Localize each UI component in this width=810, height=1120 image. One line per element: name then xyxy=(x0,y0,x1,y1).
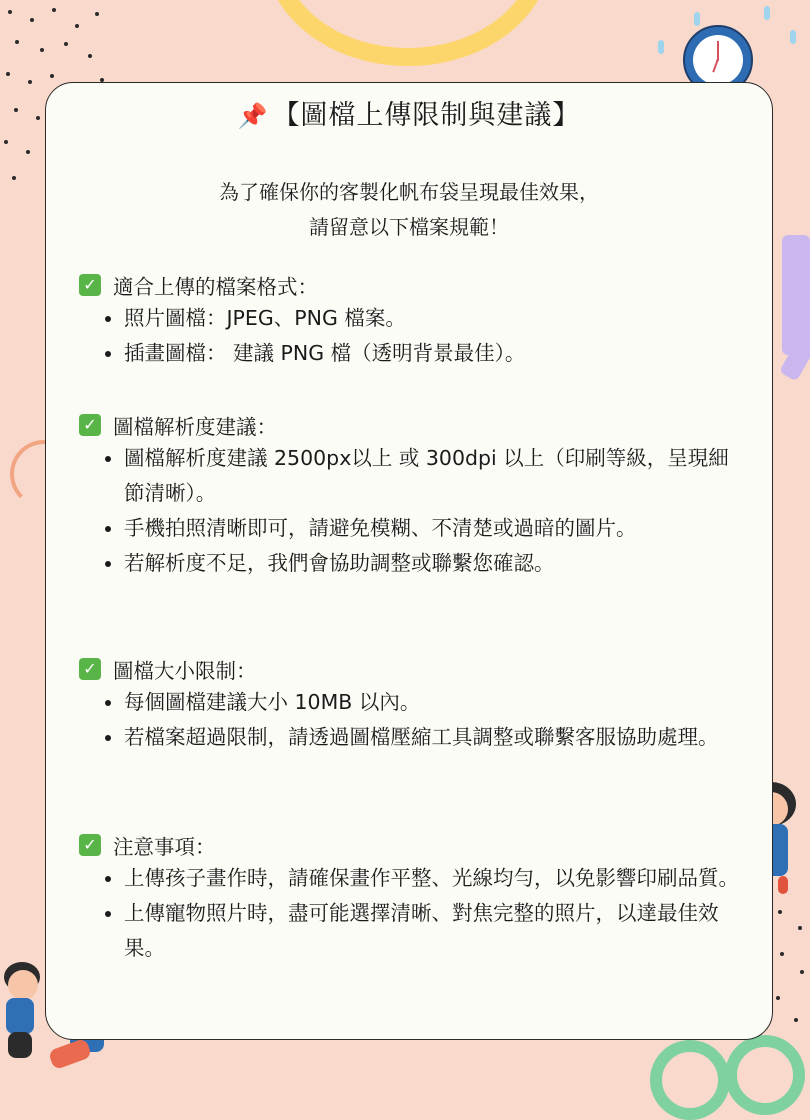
check-mark-icon: ✓ xyxy=(79,658,101,680)
title-text: 【圖檔上傳限制與建議】 xyxy=(272,100,581,131)
section-heading: 注意事項： xyxy=(113,835,216,859)
section-file-size xyxy=(79,653,744,755)
list-item: 手機拍照清晰即可，請避免模糊、不清楚或過暗的圖片。 xyxy=(79,511,744,546)
decorative-dot-pattern xyxy=(770,900,810,1050)
check-mark-icon: ✓ xyxy=(79,414,101,436)
section-heading: 適合上傳的檔案格式： xyxy=(113,275,318,299)
list-item: 若檔案超過限制，請透過圖檔壓縮工具調整或聯繫客服協助處理。 xyxy=(79,720,744,755)
bullet-list xyxy=(79,685,744,755)
list-item: 若解析度不足，我們會協助調整或聯繫您確認。 xyxy=(79,546,744,581)
decorative-blue-drop xyxy=(658,40,664,54)
list-item: 上傳寵物照片時，盡可能選擇清晰、對焦完整的照片，以達最佳效果。 xyxy=(79,896,744,966)
bullet-list xyxy=(79,301,744,371)
pushpin-icon: 📌 xyxy=(237,102,269,130)
decorative-blue-drop xyxy=(764,6,770,20)
check-mark-icon: ✓ xyxy=(79,274,101,296)
info-card xyxy=(45,82,773,1040)
section-heading: 圖檔大小限制： xyxy=(113,659,257,683)
section-notes xyxy=(79,829,744,966)
intro-line: 請留意以下檔案規範！ xyxy=(309,215,509,239)
list-item: 上傳孩子畫作時，請確保畫作平整、光線均勻，以免影響印刷品質。 xyxy=(79,861,744,896)
page-title xyxy=(46,93,772,132)
section-resolution xyxy=(79,409,744,581)
list-item: 插畫圖檔： 建議 PNG 檔（透明背景最佳）。 xyxy=(79,336,744,371)
list-item: 照片圖檔：JPEG、PNG 檔案。 xyxy=(79,301,744,336)
list-item: 每個圖檔建議大小 10MB 以內。 xyxy=(79,685,744,720)
section-heading: 圖檔解析度建議： xyxy=(113,415,277,439)
list-item: 圖檔解析度建議 2500px以上 或 300dpi 以上（印刷等級，呈現細節清晰）。 xyxy=(79,441,744,511)
decorative-blue-drop xyxy=(790,30,796,44)
decorative-blue-drop xyxy=(694,12,700,26)
section-file-formats xyxy=(79,269,744,371)
check-mark-icon: ✓ xyxy=(79,834,101,856)
decorative-yellow-ring xyxy=(265,0,551,66)
decorative-green-ring xyxy=(650,1040,730,1120)
bullet-list xyxy=(79,441,744,581)
intro-line: 為了確保你的客製化帆布袋呈現最佳效果， xyxy=(219,180,599,204)
intro-text xyxy=(46,175,772,245)
bullet-list xyxy=(79,861,744,966)
